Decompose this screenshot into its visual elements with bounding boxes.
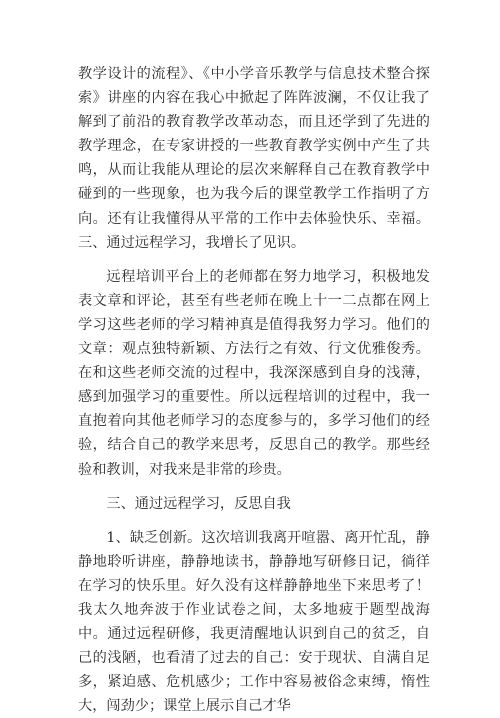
section-heading: 三、通过远程学习，反思自我 xyxy=(106,495,291,512)
paragraph-2: 远程培训平台上的老师都在努力地学习，积极地发表文章和评论，甚至有些老师在晚上十一二点都在网上学习这些老师的学习精神真是值得我努力学习。他们的文章：观点独特新颖、方法行之有效、行文优雅俊秀。在和这些老师交流的过程中，我深深感到自身的浅薄，感到加强学习的重要性。所以远程培训的过程中，我一直抱着向其他老师学习的态度参与的，多学习他们的经验，结合自己的教学来思考，反思自己的教学。那些经验和教训，对我来是非常的珍贵。 xyxy=(78,268,430,478)
paragraph-1: 教学设计的流程》、《中小学音乐教学与信息技术整合探索》讲座的内容在我心中掀起了阵阵波澜，不仅让我了解到了前沿的教育教学改革动态，而且还学到了先进的教学理念，在专家讲授的一些教育教学实例中产生了共鸣，从而让我能从理论的层次来解释自己在教育教学中碰到的一些现象，也为我今后的课堂教学工作指明了方向。还有让我懂得从平常的工作中去体验快乐、幸福。三、通过远程学习，我增长了见识。 xyxy=(78,66,430,251)
document-body xyxy=(78,62,430,718)
paragraph-3: 1、缺乏创新。这次培训我离开喧嚣、离开忙乱，静静地聆听讲座，静静地读书，静静地写研修日记，徜徉在学习的快乐里。好久没有这样静静地坐下来思考了！我太久地奔波于作业试卷之间，太多地疲于题型战海中。通过远程研修，我更清醒地认识到自己的贫乏，自己的浅陋，也看清了过去的自己：安于现状、自满自足多，紧迫感、危机感少；工作中容易被俗念束缚，惰性大，闯劲少；课堂上展示自己才华 xyxy=(78,529,430,715)
